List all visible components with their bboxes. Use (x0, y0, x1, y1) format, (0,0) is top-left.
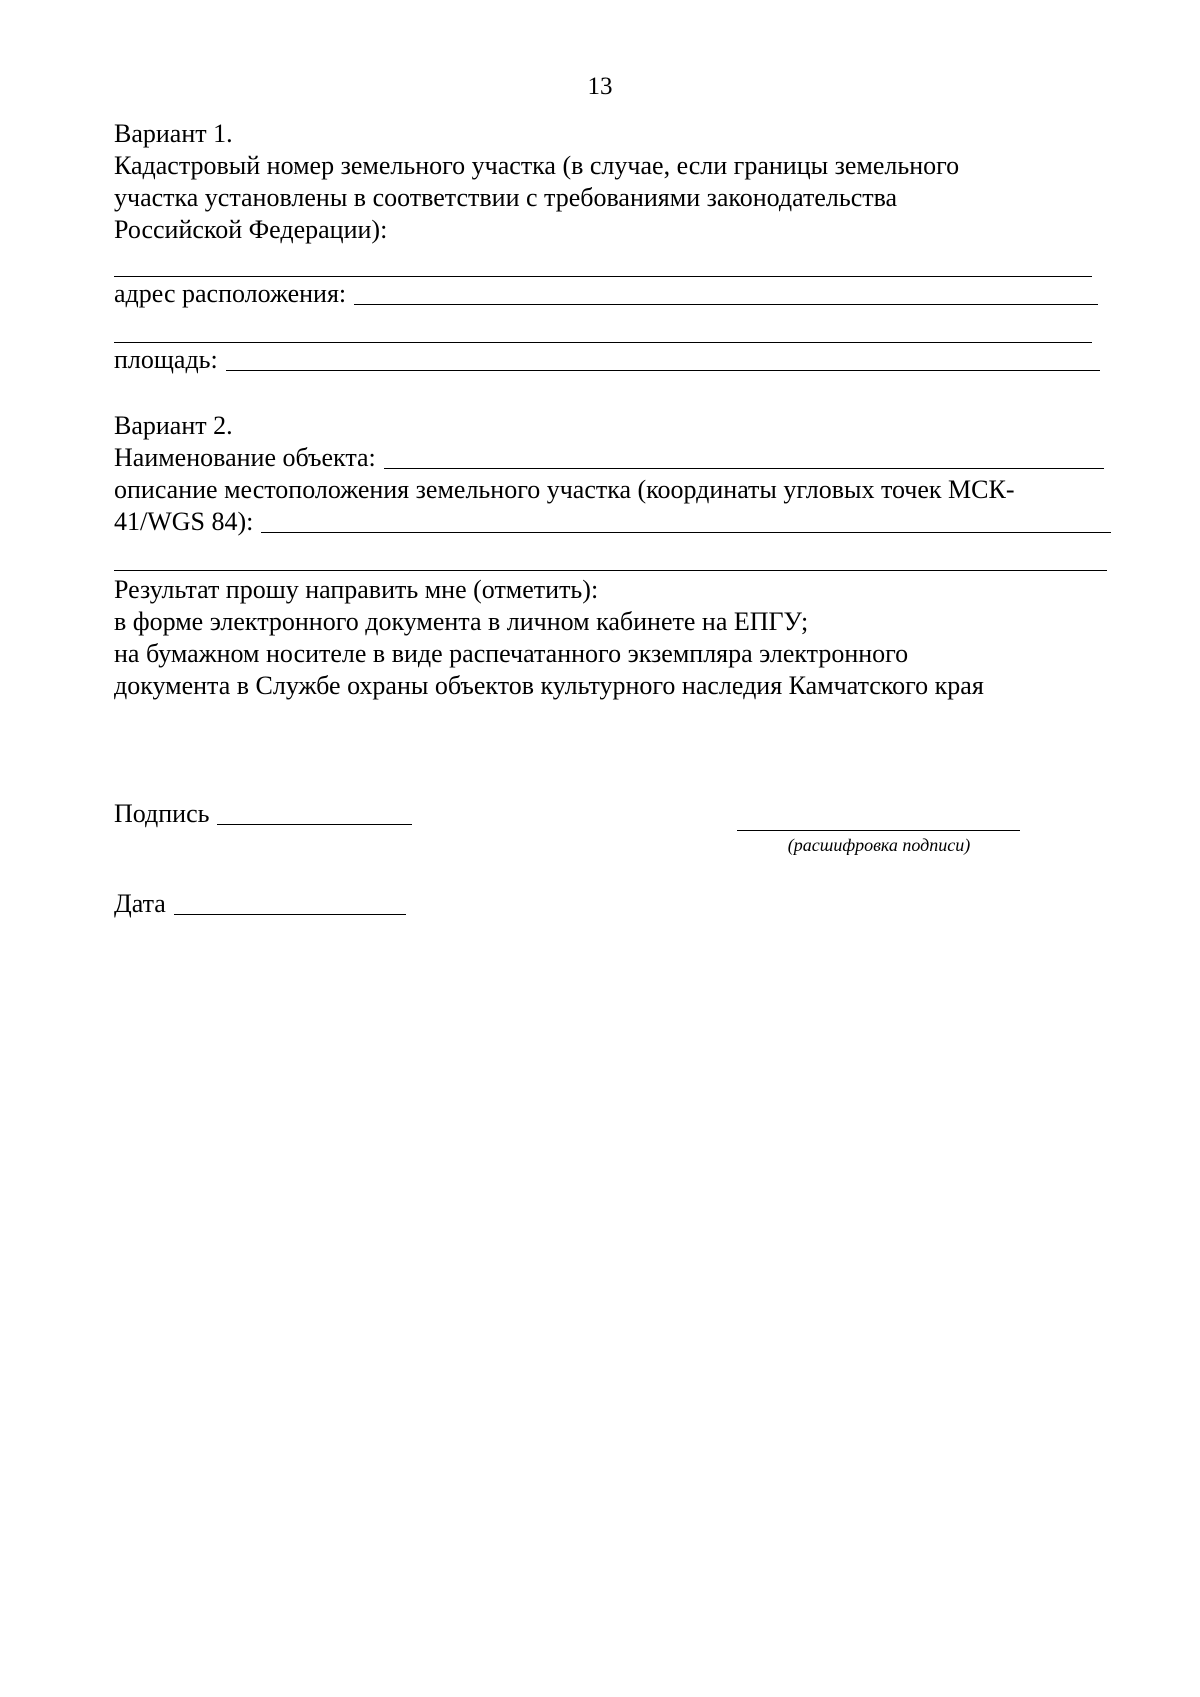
object-name-label: Наименование объекта: (114, 443, 376, 472)
coordinates-label: 41/WGS 84): (114, 507, 254, 536)
signature-row (114, 798, 412, 830)
signature-field[interactable] (217, 824, 412, 825)
address-label: адрес расположения: (114, 279, 347, 308)
result-option-electronic[interactable]: в форме электронного документа в личном кабинете на ЕПГУ; (114, 607, 809, 636)
coordinates-field-continuation[interactable] (114, 570, 1107, 571)
address-row (114, 278, 1098, 310)
signature-label: Подпись (114, 799, 210, 828)
result-option-paper-line-1[interactable]: на бумажном носителе в виде распечатанного экземпляра электронного (114, 639, 909, 668)
date-field[interactable] (174, 914, 406, 915)
variant1-heading: Вариант 1. (114, 119, 233, 148)
date-label: Дата (114, 889, 166, 918)
result-heading: Результат прошу направить мне (отметить): (114, 575, 599, 604)
signature-decoding-field[interactable] (737, 830, 1020, 831)
cadastral-text-line-3: Российской Федерации): (114, 215, 388, 244)
result-option-paper-line-2[interactable]: документа в Службе охраны объектов культурного наследия Камчатского края (114, 671, 984, 700)
cadastral-number-field[interactable] (114, 276, 1092, 277)
coordinates-row (114, 506, 1111, 538)
location-description-line-1: описание местоположения земельного участка (координаты угловых точек МСК- (114, 475, 1015, 504)
object-name-row (114, 442, 1104, 474)
area-row (114, 344, 1100, 376)
cadastral-text-line-1: Кадастровый номер земельного участка (в случае, если границы земельного (114, 151, 960, 180)
cadastral-text-line-2: участка установлены в соответствии с требованиями законодательства (114, 183, 898, 212)
address-field-continuation[interactable] (114, 342, 1092, 343)
page-number: 13 (587, 73, 613, 100)
signature-decoding-caption: (расшифровка подписи) (787, 835, 971, 855)
date-row (114, 888, 406, 920)
area-label: площадь: (114, 345, 218, 374)
address-field[interactable] (354, 304, 1098, 305)
area-field[interactable] (226, 370, 1100, 371)
variant2-heading: Вариант 2. (114, 411, 233, 440)
object-name-field[interactable] (384, 468, 1104, 469)
coordinates-field[interactable] (261, 532, 1111, 533)
